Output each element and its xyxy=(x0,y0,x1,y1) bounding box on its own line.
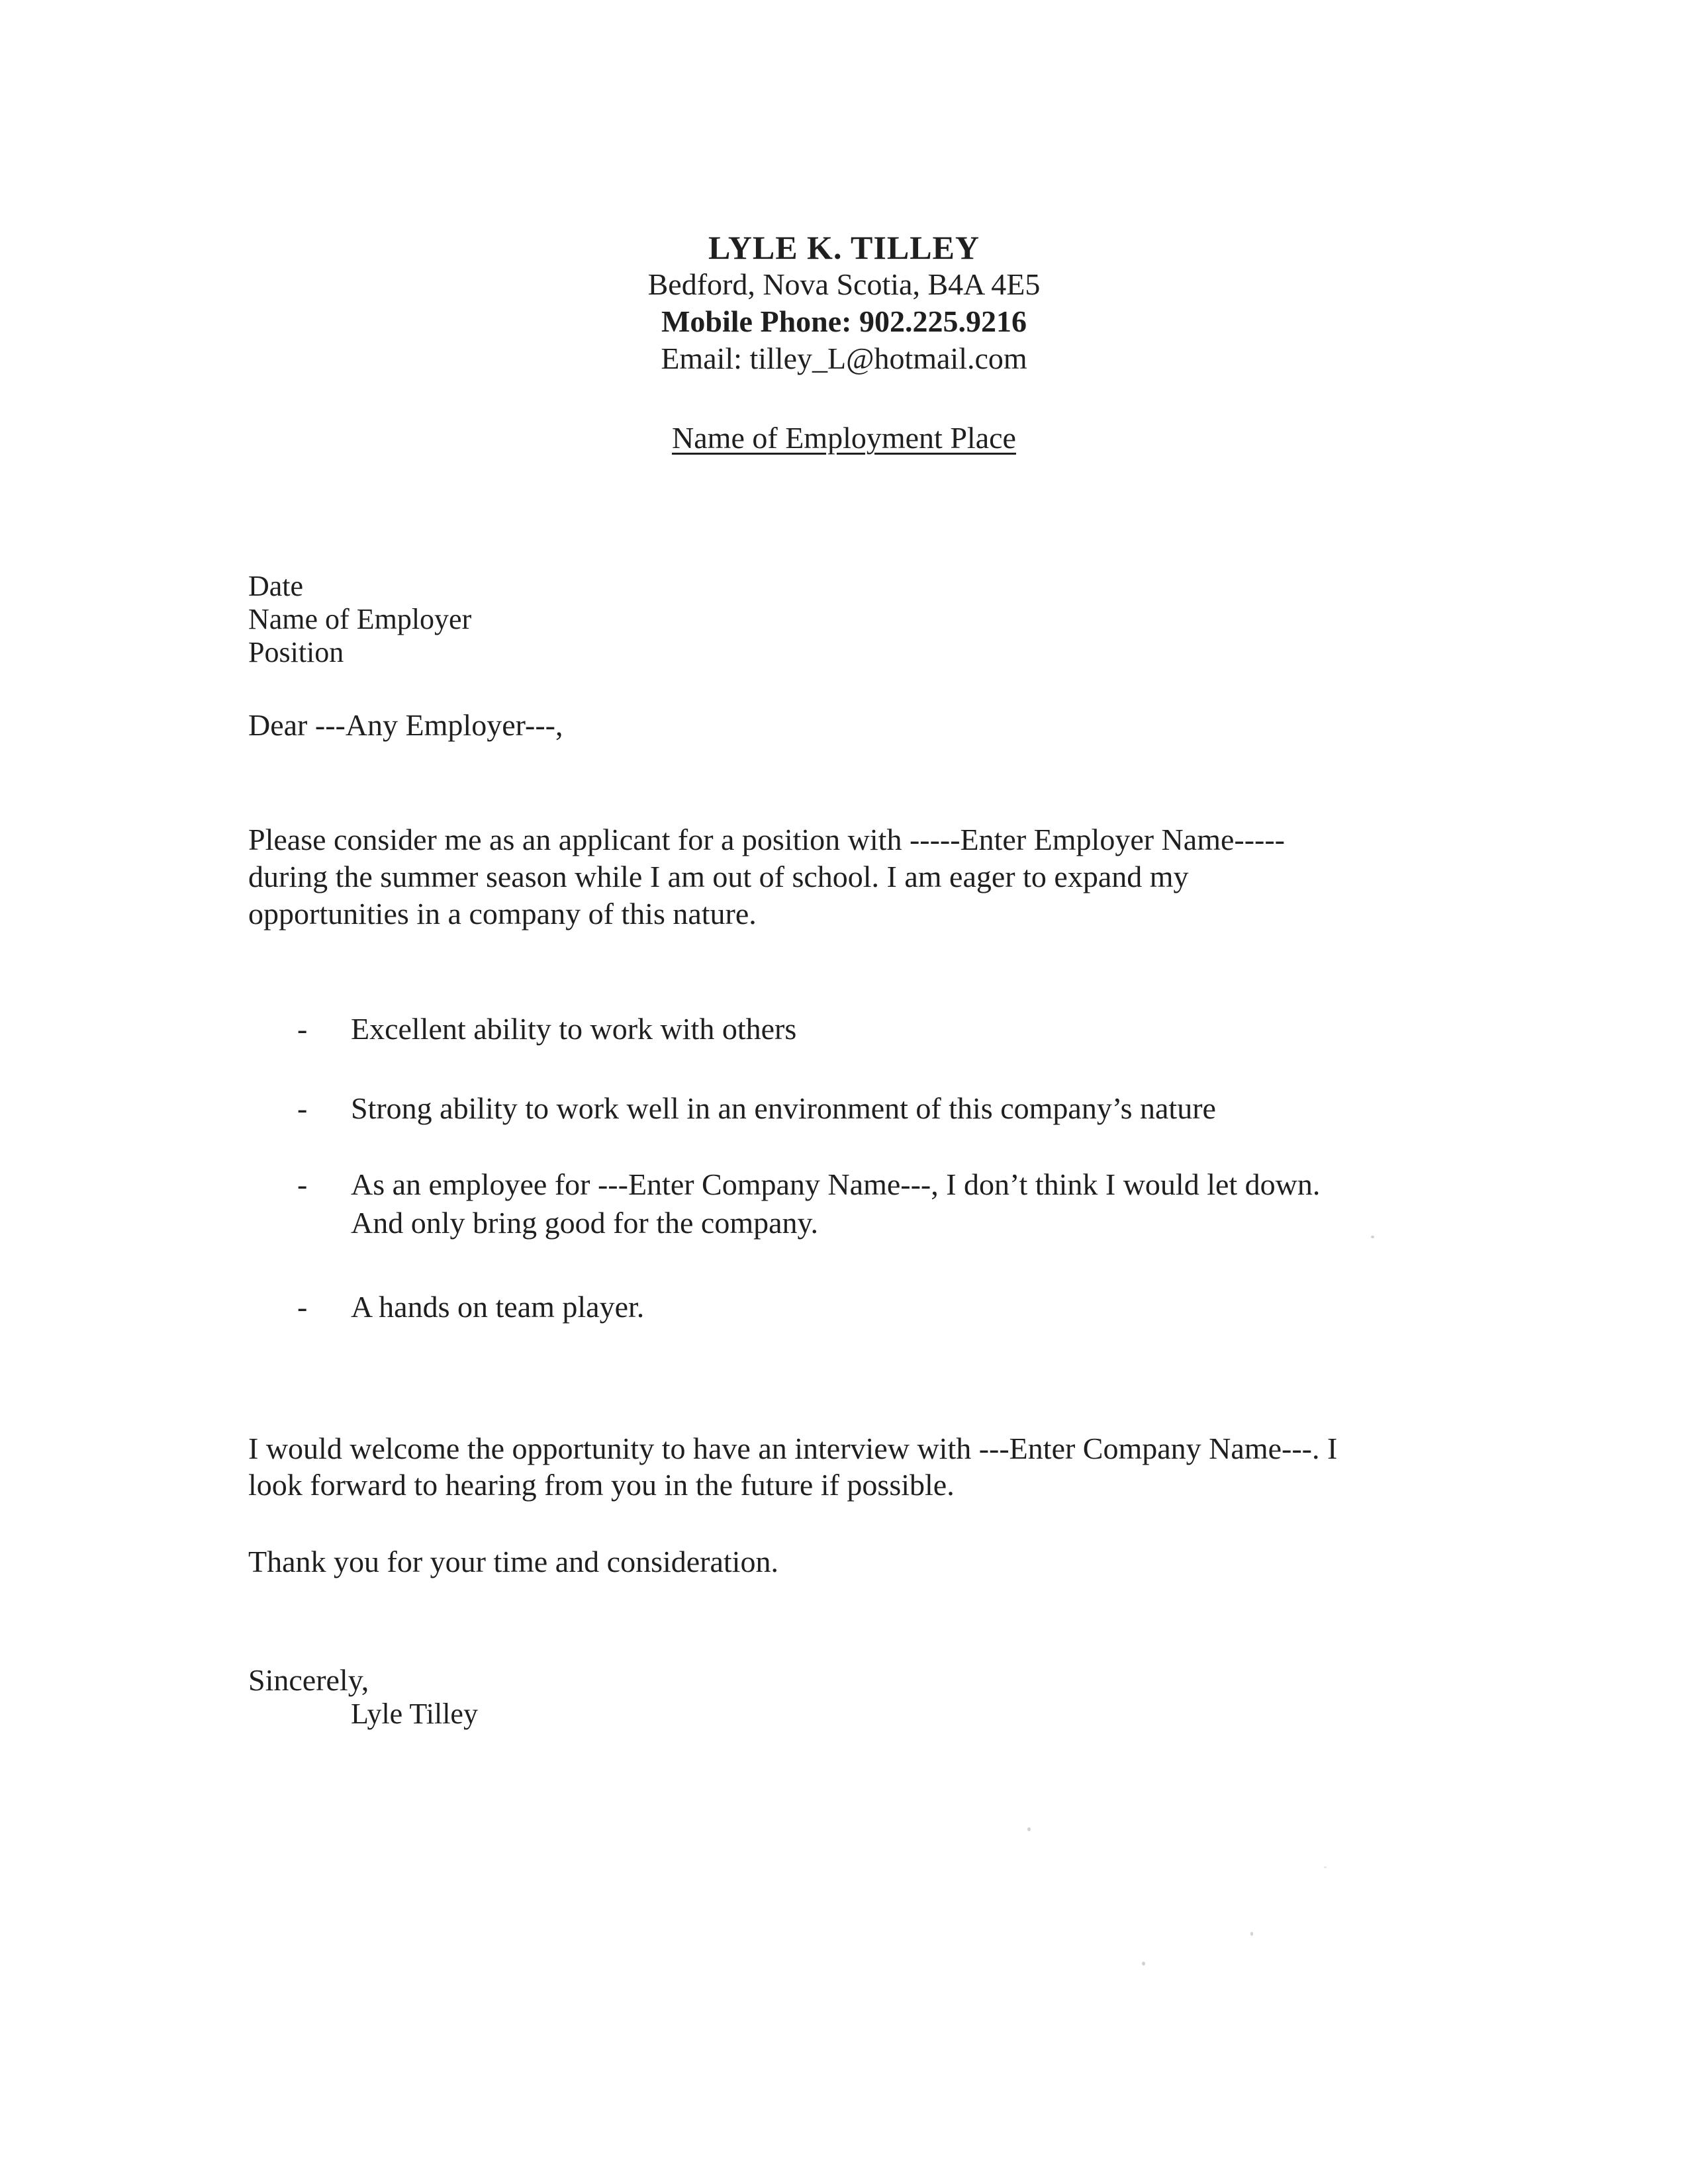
bullet-text-line: And only bring good for the company. xyxy=(351,1206,819,1240)
intro-line: during the summer season while I am out of school. I am eager to expand my xyxy=(248,860,1189,893)
recipient-block xyxy=(248,570,471,669)
bullet-dash: - xyxy=(297,1091,308,1125)
bullet-text: Excellent ability to work with others xyxy=(351,1012,797,1046)
sender-phone: Mobile Phone: 902.225.9216 xyxy=(661,304,1027,338)
intro-line: Please consider me as an applicant for a position with -----Enter Employer Name----- xyxy=(248,823,1285,856)
bullet-text: A hands on team player. xyxy=(351,1290,645,1324)
bullet-dash: - xyxy=(297,1012,308,1046)
bullet-item xyxy=(297,1089,1216,1128)
bullet-text xyxy=(351,1165,1320,1242)
employment-place-title: Name of Employment Place xyxy=(672,421,1016,455)
sender-name: LYLE K. TILLEY xyxy=(708,229,980,266)
thanks-line: Thank you for your time and consideration. xyxy=(248,1545,778,1578)
recipient-date-line: Date xyxy=(248,570,304,602)
signature-name: Lyle Tilley xyxy=(351,1698,478,1730)
closing-paragraph xyxy=(248,1430,1337,1503)
scan-speck xyxy=(1250,1932,1253,1936)
sender-email: Email: tilley_L@hotmail.com xyxy=(661,341,1027,375)
scan-speck xyxy=(1371,1236,1374,1238)
recipient-employer-line: Name of Employer xyxy=(248,603,472,635)
closing-line: I would welcome the opportunity to have an interview with ---Enter Company Name---. I xyxy=(248,1432,1338,1465)
bullet-dash: - xyxy=(297,1167,308,1201)
signoff: Sincerely, xyxy=(248,1663,369,1697)
scan-speck xyxy=(1027,1827,1031,1831)
intro-paragraph xyxy=(248,821,1285,933)
salutation: Dear ---Any Employer---, xyxy=(248,708,563,742)
bullet-text-line: As an employee for ---Enter Company Name---, I don’t think I would let down. xyxy=(351,1167,1321,1201)
bullet-item xyxy=(297,1288,644,1326)
closing-line: look forward to hearing from you in the future if possible. xyxy=(248,1468,955,1502)
scan-speck xyxy=(1324,1866,1327,1868)
recipient-position-line: Position xyxy=(248,636,344,668)
sender-address: Bedford, Nova Scotia, B4A 4E5 xyxy=(647,267,1041,301)
intro-line: opportunities in a company of this nature. xyxy=(248,897,757,931)
letter-header xyxy=(0,229,1688,377)
bullet-item xyxy=(297,1010,796,1048)
bullet-item xyxy=(297,1165,1320,1242)
bullet-dash: - xyxy=(297,1290,308,1324)
scan-speck xyxy=(1142,1962,1145,1966)
bullet-text: Strong ability to work well in an environment of this company’s nature xyxy=(351,1091,1216,1125)
